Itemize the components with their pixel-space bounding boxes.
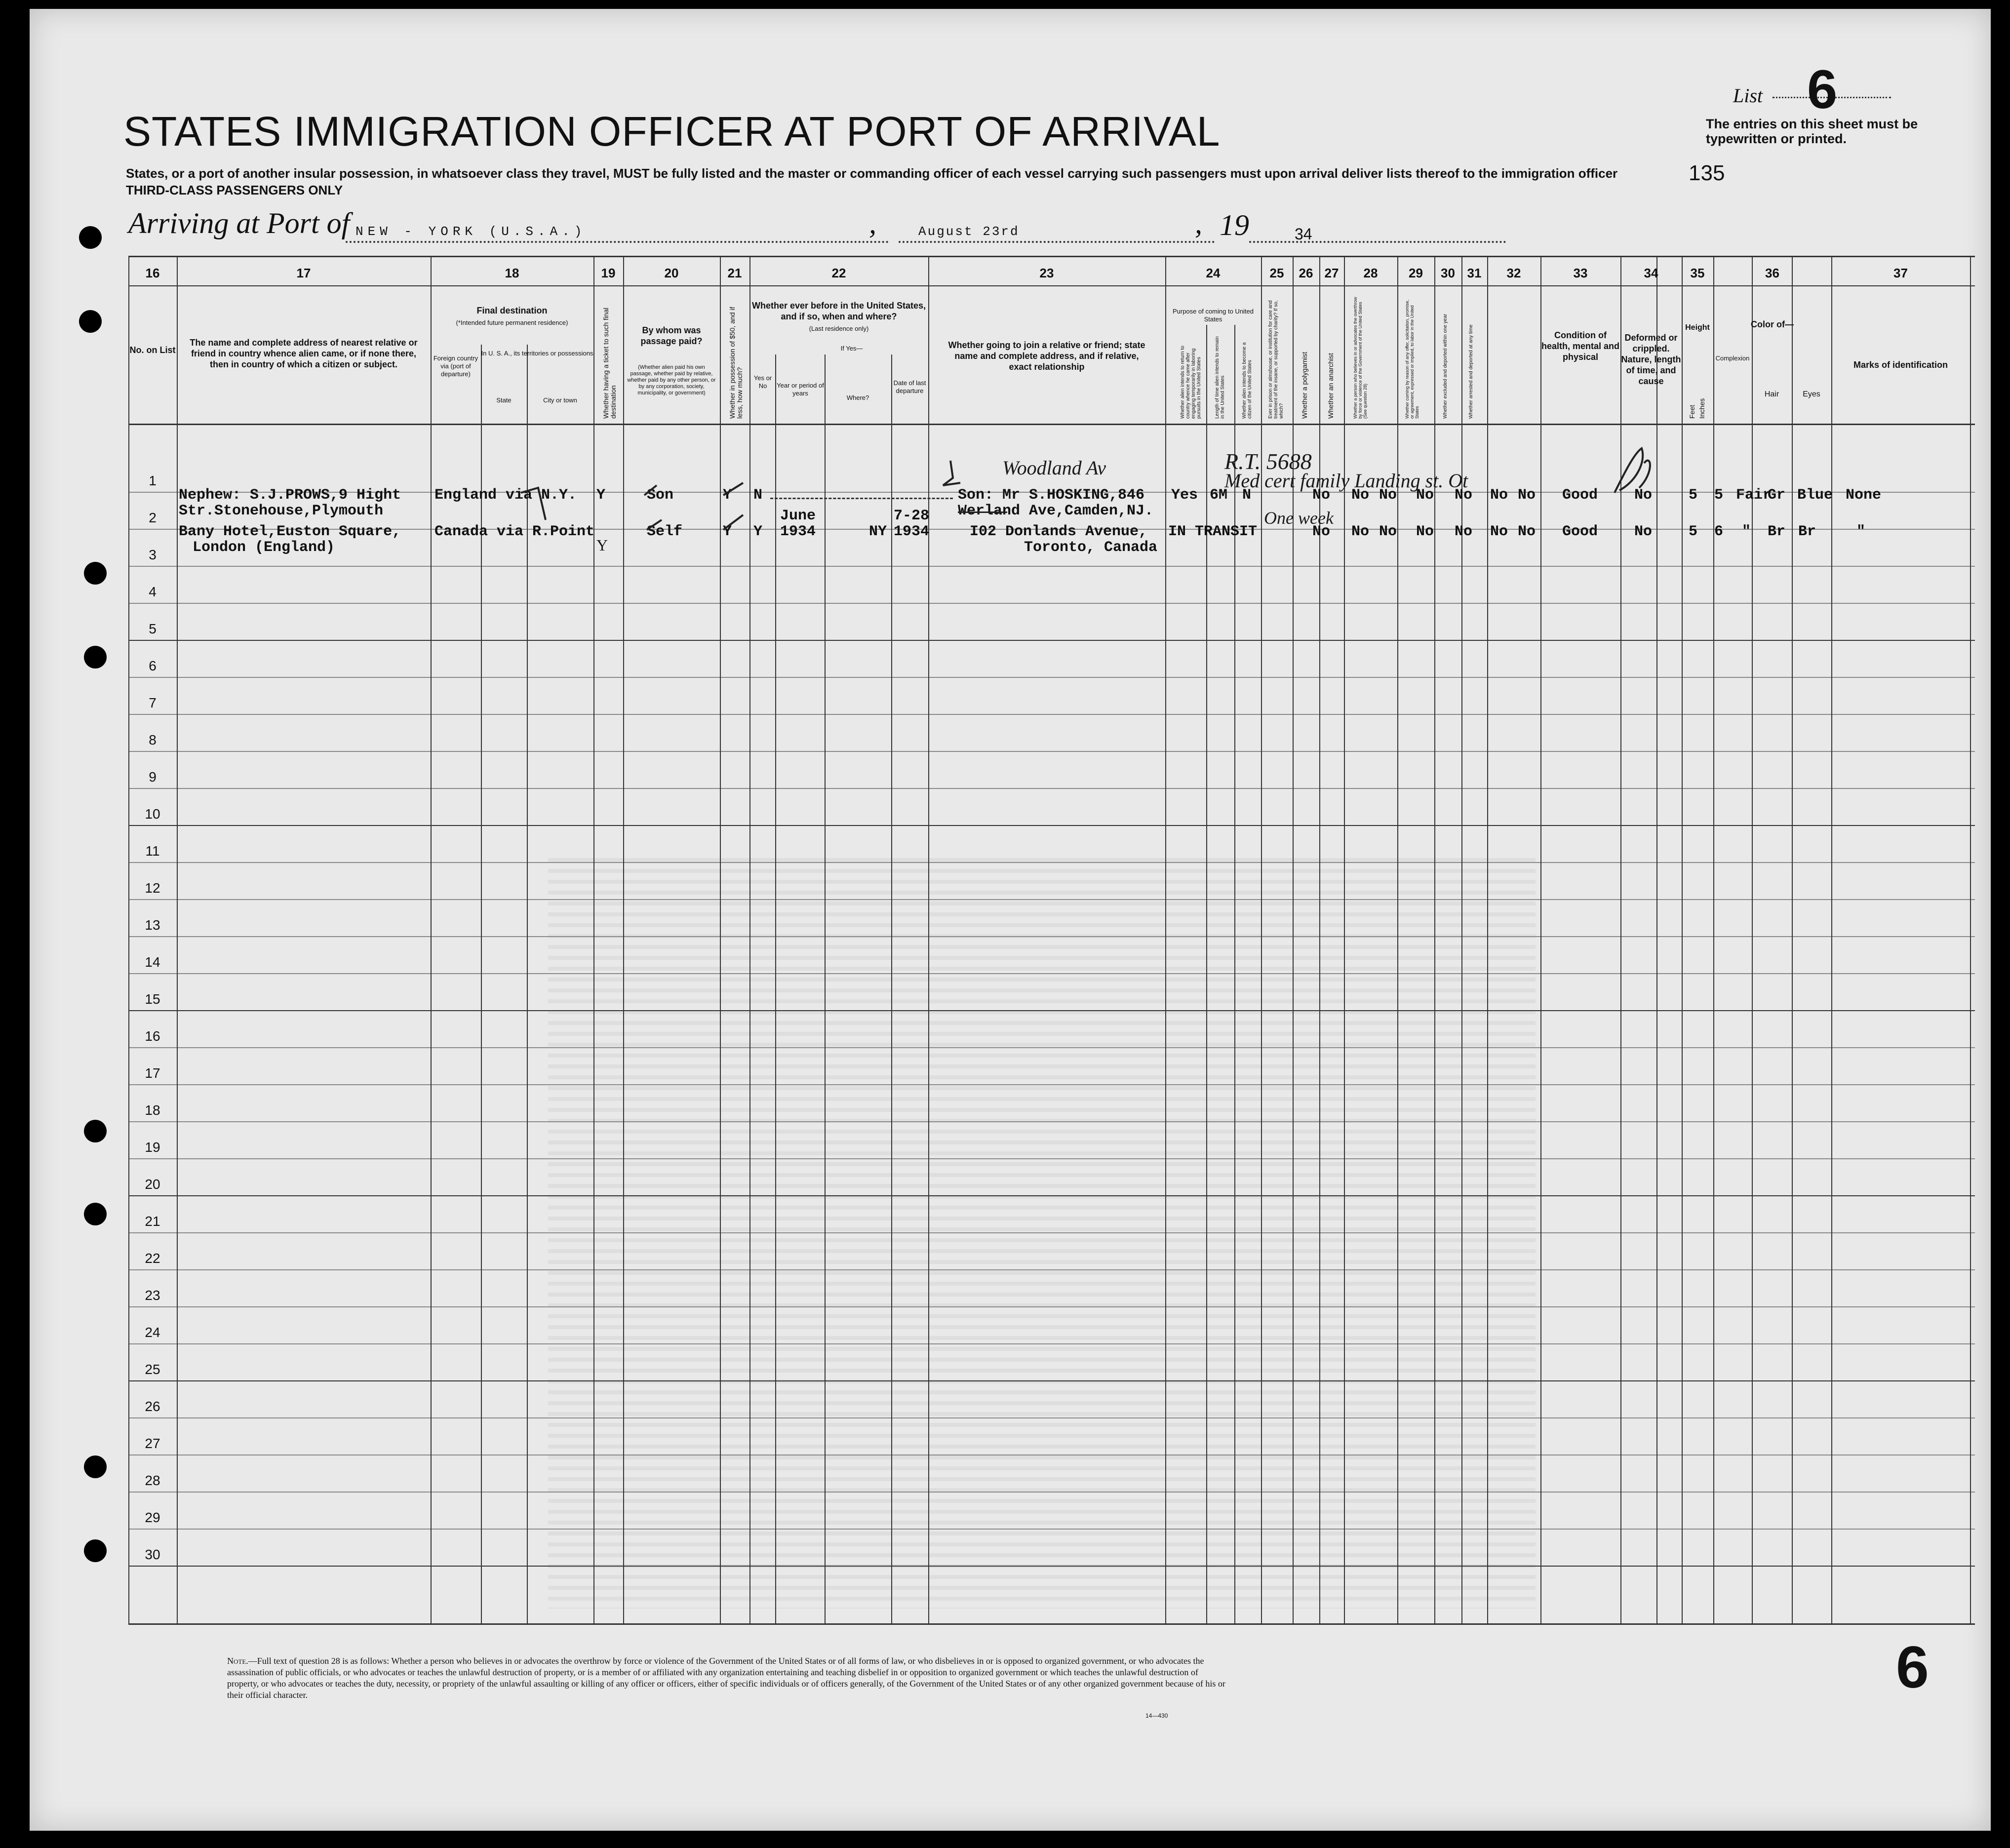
row-number: 25 bbox=[145, 1362, 160, 1377]
row-line bbox=[128, 825, 1975, 826]
grid-bottom bbox=[128, 1623, 1975, 1625]
sheet-number: 135 bbox=[1689, 161, 1725, 185]
entry2-destination: Canada via R.Point bbox=[434, 523, 595, 540]
header-yes-no: Yes or No bbox=[753, 374, 772, 390]
header-deported: Whether excluded and deported within one year bbox=[1443, 314, 1448, 419]
entry1-hair: Gr bbox=[1768, 487, 1786, 504]
grid-vline bbox=[749, 256, 750, 1623]
colnum: 21 bbox=[727, 266, 742, 280]
check-mark-strokes bbox=[721, 478, 763, 537]
entries-note: The entries on this sheet must be typewritten or printed. bbox=[1706, 117, 1918, 146]
header-final-destination-note: (*Intended future permanent residence) bbox=[456, 319, 568, 326]
grid-vline bbox=[623, 256, 624, 1623]
entry2-year-line1: June bbox=[780, 508, 816, 524]
header-arrested: Whether arrested and deported at any time bbox=[1468, 324, 1474, 419]
grid-vline bbox=[593, 256, 594, 1623]
grid-top bbox=[128, 256, 1975, 257]
row-number: 6 bbox=[149, 658, 157, 673]
grid-colnum-line bbox=[128, 285, 1975, 286]
row-line bbox=[128, 640, 1975, 641]
colnum: 29 bbox=[1409, 266, 1423, 280]
row-line bbox=[128, 1158, 1975, 1159]
entry1-polygamist: No bbox=[1351, 487, 1370, 504]
entry2-hair: Br bbox=[1768, 523, 1786, 540]
row-line bbox=[128, 1232, 1975, 1233]
header-passage-note: (Whether alien paid his own passage, whether paid by relative, whether paid by any other person, or by any corporation, society, municipality, or government) bbox=[627, 364, 716, 396]
header-year-period: Year or period of years bbox=[777, 382, 824, 397]
row-number: 1 bbox=[149, 473, 157, 488]
check-mark-strokes bbox=[938, 458, 968, 498]
header-purpose-citizen: Whether alien intends to become a citizen of the United States bbox=[1242, 342, 1253, 419]
colnum: 26 bbox=[1299, 266, 1313, 280]
header-color-of: Color of— bbox=[1751, 319, 1794, 329]
header-date-departure: Date of last departure bbox=[893, 379, 926, 394]
colnum: 35 bbox=[1690, 266, 1705, 280]
row-line bbox=[128, 1047, 1975, 1048]
row-number: 16 bbox=[145, 1028, 160, 1044]
grid-vline bbox=[1970, 256, 1971, 1623]
header-deformed: Deformed or crippled. Nature, length of time, and cause bbox=[1621, 333, 1681, 386]
entry1-overthrow: No bbox=[1416, 487, 1434, 504]
grid-vline bbox=[1434, 256, 1435, 1623]
entry2-overthrow: No bbox=[1416, 523, 1434, 540]
colnum: 20 bbox=[664, 266, 679, 280]
punch-hole bbox=[79, 226, 102, 249]
entry1-ticket: Y bbox=[596, 487, 606, 504]
entry1-inches: 5 bbox=[1714, 487, 1724, 504]
row-line bbox=[128, 714, 1975, 715]
header-polygamist: Whether a polygamist bbox=[1301, 352, 1308, 419]
sheet-mark: 6 bbox=[1896, 1634, 1929, 1700]
entry2-arrested: No bbox=[1518, 523, 1536, 540]
colnum: 34 bbox=[1644, 266, 1658, 280]
entry2-joining-line2: Toronto, Canada bbox=[1024, 539, 1158, 556]
grid-vline bbox=[1344, 256, 1345, 1623]
grid-vline bbox=[1682, 256, 1683, 1623]
row-line bbox=[128, 1010, 1975, 1011]
colnum: 16 bbox=[145, 266, 160, 280]
entry2-departure-line1: 7-28 bbox=[894, 508, 930, 524]
header-where: Where? bbox=[846, 394, 869, 401]
row-number: 23 bbox=[145, 1288, 160, 1303]
manifest-sheet bbox=[30, 9, 1991, 1831]
header-passage-paid: By whom was passage paid? bbox=[640, 325, 703, 346]
footnote bbox=[227, 1655, 1229, 1701]
handwritten-ticket-y: Y bbox=[596, 536, 608, 554]
punch-hole bbox=[84, 1203, 107, 1225]
grid-vline bbox=[825, 354, 826, 1623]
row-number: 7 bbox=[149, 695, 157, 710]
row-line bbox=[128, 1380, 1975, 1381]
header-inches: Inches bbox=[1698, 398, 1706, 419]
grid-vline bbox=[1397, 256, 1398, 1623]
header-purpose: Purpose of coming to United States bbox=[1172, 308, 1254, 323]
entry2-year-line2: 1934 bbox=[780, 523, 816, 540]
entry2-marks: " bbox=[1856, 523, 1866, 540]
header-coming-by-reason: Whether coming by reason of any offer, solicitation, promise, or agreement, expressed or implied, to labor in the United States bbox=[1405, 300, 1419, 419]
row-number: 10 bbox=[145, 806, 160, 822]
row-line bbox=[128, 862, 1975, 863]
handwritten-woodland: Woodland Av bbox=[1002, 457, 1106, 479]
year-suffix: 34 bbox=[1295, 225, 1312, 243]
grid-header-bottom bbox=[128, 424, 1975, 425]
row-line bbox=[128, 603, 1975, 604]
entry2-joining-line1: I02 Donlands Avenue, bbox=[970, 523, 1148, 540]
punch-hole bbox=[79, 310, 102, 333]
colnum: 17 bbox=[296, 266, 311, 280]
grid-vline bbox=[177, 256, 178, 1623]
handwritten-annotation: Med cert family Landing st. Ot bbox=[1224, 470, 1468, 492]
entry2-before: Y bbox=[753, 523, 763, 540]
entry1-deformed: No bbox=[1634, 487, 1653, 504]
entry2-prison: No bbox=[1312, 523, 1331, 540]
row-line bbox=[128, 566, 1975, 567]
colnum: 28 bbox=[1363, 266, 1378, 280]
grid-vline bbox=[1752, 256, 1753, 1623]
header-money: Whether in possession of $50, and if less, how much? bbox=[728, 307, 744, 419]
entry2-relative-line2: London (England) bbox=[193, 539, 335, 556]
header-anarchist: Whether an anarchist bbox=[1327, 353, 1335, 419]
entry2-eyes: Br bbox=[1798, 523, 1816, 540]
entry2-money: Y bbox=[723, 523, 732, 540]
header-complexion: Complexion bbox=[1715, 354, 1750, 362]
header-purpose-return: Whether alien intends to return to country whence he came after engaging temporarily in laboring pursuits in the United States bbox=[1180, 346, 1202, 419]
row-number: 24 bbox=[145, 1325, 160, 1340]
entry1-prison: No bbox=[1312, 487, 1331, 504]
row-number: 22 bbox=[145, 1251, 160, 1266]
grid-vline bbox=[1234, 325, 1235, 1623]
row-line bbox=[128, 936, 1975, 937]
grid-vline bbox=[1831, 256, 1832, 1623]
header-city: City or town bbox=[543, 396, 577, 404]
entry2-where: NY bbox=[869, 523, 887, 540]
row-line bbox=[128, 788, 1975, 789]
year-underline bbox=[1249, 241, 1506, 243]
grid-vline bbox=[1206, 325, 1207, 1623]
entry2-passage: Self bbox=[647, 523, 683, 540]
colnum: 37 bbox=[1893, 266, 1908, 280]
row-number: 12 bbox=[145, 880, 160, 896]
row-line bbox=[128, 899, 1975, 900]
header-foreign-country: Foreign country via (port of departure) bbox=[433, 354, 478, 378]
entry1-purpose-return: Yes bbox=[1171, 487, 1198, 504]
header-ticket: Whether having a ticket to such final destination bbox=[602, 308, 617, 419]
row-number: 27 bbox=[145, 1436, 160, 1451]
entry1-joining-line1: Son: Mr S.HOSKING,846 bbox=[958, 487, 1145, 504]
header-purpose-length: Length of time alien intends to remain in the United States bbox=[1215, 336, 1225, 419]
instruction-line: States, or a port of another insular possession, in whatsoever class they travel, MUST be fully listed and the master or commanding officer of each vessel carrying such passengers must upon arrival deliver lists thereof to the immigration officer bbox=[126, 166, 1618, 181]
entry1-purpose-citizen: N bbox=[1242, 487, 1252, 504]
entry2-feet: 5 bbox=[1689, 523, 1698, 540]
row-line bbox=[128, 1417, 1975, 1418]
entry2-complexion: " bbox=[1742, 523, 1751, 540]
colnum: 31 bbox=[1467, 266, 1482, 280]
grid-vline bbox=[1461, 256, 1462, 1623]
row-line bbox=[128, 1306, 1975, 1307]
handwritten-rt-number: R.T. 5688 bbox=[1224, 449, 1312, 474]
grid-vline bbox=[720, 256, 721, 1623]
header-nearest-relative: The name and complete address of nearest relative or friend in country whence alien came, or if none there, then in country of which a citizen or subject. bbox=[190, 338, 418, 369]
colnum: 18 bbox=[505, 266, 519, 280]
entry1-relative-line2: Str.Stonehouse,Plymouth bbox=[179, 503, 384, 519]
list-label: List bbox=[1733, 84, 1763, 107]
header-prison: Ever in prison or almshouse, or institution for care and treatment of the insane, or supported by charity? If so, which? bbox=[1268, 300, 1284, 419]
entry1-dash-line bbox=[770, 498, 953, 499]
class-line: THIRD-CLASS PASSENGERS ONLY bbox=[126, 183, 343, 197]
row-number: 26 bbox=[145, 1399, 160, 1414]
punch-hole bbox=[84, 1455, 107, 1478]
port-underline bbox=[346, 241, 889, 243]
row-number: 17 bbox=[145, 1065, 160, 1081]
colnum: 27 bbox=[1324, 266, 1339, 280]
header-marks: Marks of identification bbox=[1853, 360, 1948, 370]
row-line bbox=[128, 1121, 1975, 1122]
entry1-condition: Good bbox=[1562, 487, 1598, 504]
entry1-complexion: Fair bbox=[1736, 487, 1772, 504]
row-line bbox=[128, 1269, 1975, 1270]
colnum: 23 bbox=[1039, 266, 1054, 280]
entry2-purpose-transit: IN TRANSIT bbox=[1168, 523, 1258, 540]
port-value: NEW - YORK (U.S.A.) bbox=[355, 224, 587, 239]
row-line bbox=[128, 1195, 1975, 1196]
year-prefix: 19 bbox=[1220, 209, 1249, 241]
grid-vline bbox=[928, 256, 929, 1623]
entry1-money: Y bbox=[723, 487, 732, 504]
arriving-label: Arriving at Port of bbox=[128, 207, 350, 239]
header-before-in-us: Whether ever before in the United States, and if so, when and where? bbox=[751, 301, 926, 321]
list-number: 6 bbox=[1807, 59, 1838, 120]
grid-vline bbox=[1713, 256, 1714, 1623]
header-if-yes: If Yes— bbox=[840, 345, 863, 352]
row-number: 9 bbox=[149, 769, 157, 785]
row-line bbox=[128, 1343, 1975, 1344]
grid-vline bbox=[1540, 256, 1541, 1623]
entry1-purpose-length: 6M bbox=[1210, 487, 1228, 504]
row-line bbox=[128, 1084, 1975, 1085]
entry1-offer: No bbox=[1455, 487, 1473, 504]
row-number: 20 bbox=[145, 1177, 160, 1192]
row-number: 13 bbox=[145, 917, 160, 933]
comma: , bbox=[1195, 207, 1202, 239]
row-number: 29 bbox=[145, 1510, 160, 1525]
entry1-before: N bbox=[753, 487, 763, 504]
row-number: 14 bbox=[145, 954, 160, 970]
row-number: 18 bbox=[145, 1102, 160, 1118]
entry2-relative-line1: Bany Hotel,Euston Square, bbox=[179, 523, 401, 540]
row-number: 3 bbox=[149, 547, 157, 562]
grid-vline bbox=[891, 354, 892, 1623]
grid-vline bbox=[775, 354, 776, 1623]
entry1-marks: None bbox=[1846, 487, 1882, 504]
colnum: 24 bbox=[1206, 266, 1221, 280]
colnum: 22 bbox=[831, 266, 846, 280]
header-in-usa: In U. S. A., its territories or possessions bbox=[481, 350, 593, 357]
row-line bbox=[128, 1566, 1975, 1567]
row-number: 21 bbox=[145, 1214, 160, 1229]
footnote-label: Note. bbox=[227, 1656, 248, 1666]
row-number: 28 bbox=[145, 1473, 160, 1488]
entry2-polygamist: No bbox=[1351, 523, 1370, 540]
date-value: August 23rd bbox=[918, 224, 1020, 239]
entry1-eyes: Blue bbox=[1797, 487, 1833, 504]
row-number: 19 bbox=[145, 1140, 160, 1155]
header-before-note: (Last residence only) bbox=[809, 325, 869, 332]
entry1-feet: 5 bbox=[1689, 487, 1698, 504]
entry1-anarchist: No bbox=[1379, 487, 1397, 504]
handwritten-one-week: One week bbox=[1264, 508, 1334, 528]
check-mark-strokes bbox=[642, 480, 674, 540]
bleed-through-text bbox=[548, 858, 1536, 1609]
grid-vline bbox=[1487, 256, 1488, 1623]
row-line bbox=[128, 1492, 1975, 1493]
row-line bbox=[128, 751, 1975, 752]
entry2-excluded: No bbox=[1490, 523, 1508, 540]
punch-hole bbox=[84, 1120, 107, 1142]
header-state: State bbox=[496, 396, 512, 404]
row-number: 2 bbox=[149, 510, 157, 525]
grid-vline bbox=[1319, 256, 1320, 1623]
row-number: 5 bbox=[149, 621, 157, 636]
entry1-joining-line2: Werland Ave,Camden,NJ. bbox=[958, 503, 1154, 519]
header-condition: Condition of health, mental and physical bbox=[1541, 330, 1620, 362]
entry1-arrested: No bbox=[1518, 487, 1536, 504]
punch-hole bbox=[84, 1539, 107, 1562]
colnum: 32 bbox=[1506, 266, 1521, 280]
grid-vline bbox=[431, 256, 432, 1623]
row-line bbox=[128, 973, 1975, 974]
page-title: STATES IMMIGRATION OFFICER AT PORT OF ARRIVAL bbox=[123, 108, 1221, 155]
entry2-departure-line2: 1934 bbox=[894, 523, 930, 540]
row-line bbox=[128, 677, 1975, 678]
punch-hole bbox=[84, 646, 107, 668]
entry2-offer: No bbox=[1455, 523, 1473, 540]
colnum: 30 bbox=[1441, 266, 1455, 280]
row-line bbox=[128, 1529, 1975, 1530]
row-number: 8 bbox=[149, 732, 157, 747]
row-number: 30 bbox=[145, 1547, 160, 1562]
grid-vline bbox=[1165, 256, 1166, 1623]
form-number: 14—430 bbox=[1145, 1712, 1168, 1719]
header-eyes: Eyes bbox=[1803, 390, 1820, 398]
header-overthrow: Whether a person who believes in or advocates the overthrow by force or violence of the Government of the United States (See question 28) bbox=[1353, 297, 1368, 419]
entry1-destination: England via N.Y. bbox=[434, 487, 577, 504]
grid-vline bbox=[128, 256, 129, 1623]
comma: , bbox=[869, 207, 876, 239]
date-underline bbox=[899, 241, 1215, 243]
check-mark-strokes bbox=[518, 483, 563, 522]
entry2-condition: Good bbox=[1562, 523, 1598, 540]
header-joining: Whether going to join a relative or friend; state name and complete address, and if relative, exact relationship bbox=[948, 340, 1145, 372]
entry2-deformed: No bbox=[1634, 523, 1653, 540]
colnum: 33 bbox=[1573, 266, 1588, 280]
header-no-on-list: No. on List bbox=[129, 345, 176, 355]
header-height: Height bbox=[1685, 323, 1710, 332]
initials-scribble bbox=[1605, 443, 1659, 498]
entry2-inches: 6 bbox=[1714, 523, 1724, 540]
header-final-destination: Final destination bbox=[476, 306, 548, 315]
colnum: 19 bbox=[601, 266, 616, 280]
footnote-text: —Full text of question 28 is as follows: Whether a person who believes in or advocates the overthrow by force or violence of the Government of the United States or of all forms of law, or who disbelieves in or is opposed to organized government, or who advocates the assassination of public officials, or who advocates or teaches the unlawful destruction of property, or is a member of or affiliated with any organization entertaining and teaching disbelief in or opposition to organized government or which teaches the unlawful destruction of property, or who advocates or teaches the duty, necessity, or propriety of the unlawful assaulting or killing of any officer or officers, either of specific individuals or of officers generally, of the Government of the United States or of any other organized government because of his or their official character. bbox=[227, 1656, 1225, 1700]
colnum: 36 bbox=[1765, 266, 1779, 280]
header-feet: Feet bbox=[1688, 404, 1696, 419]
row-number: 15 bbox=[145, 991, 160, 1007]
entry1-strikethrough bbox=[958, 511, 1007, 513]
entry2-anarchist: No bbox=[1379, 523, 1397, 540]
row-number: 11 bbox=[145, 843, 160, 859]
entry1-relative-line1: Nephew: S.J.PROWS,9 Hight bbox=[179, 487, 401, 504]
entry1-passage: Son bbox=[647, 487, 674, 504]
colnum: 25 bbox=[1269, 266, 1284, 280]
grid-vline bbox=[1792, 256, 1793, 1623]
entry1-excluded: No bbox=[1490, 487, 1508, 504]
header-hair: Hair bbox=[1764, 390, 1779, 398]
punch-hole bbox=[84, 562, 107, 585]
row-number: 4 bbox=[149, 584, 157, 599]
